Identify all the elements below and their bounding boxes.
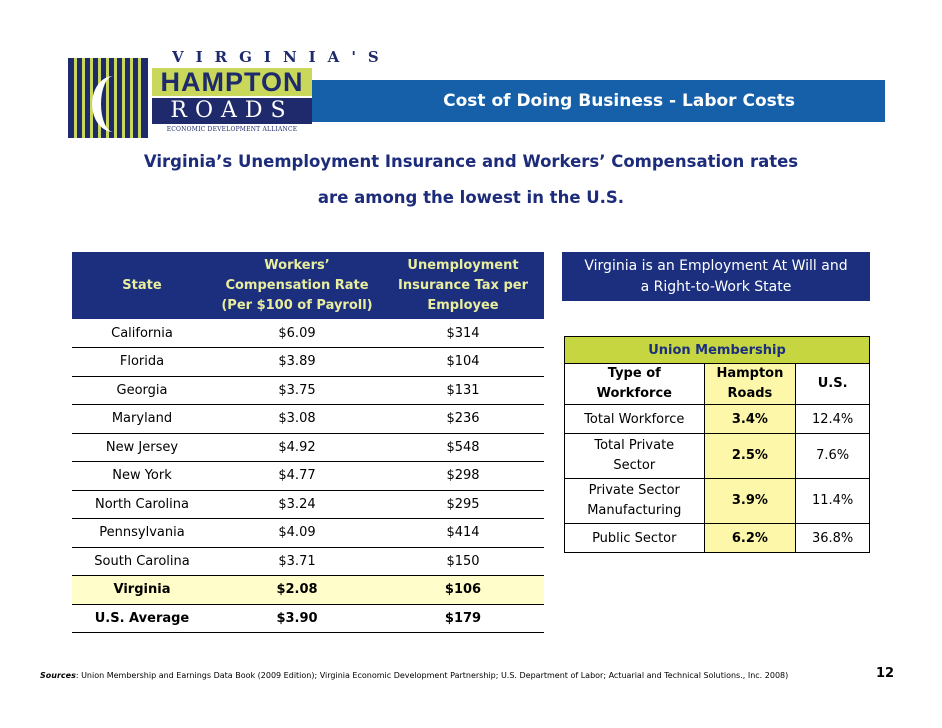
header-type-of-workforce: Type of Workforce bbox=[565, 364, 705, 405]
union-table-header bbox=[565, 364, 870, 405]
state-rates-table bbox=[72, 252, 544, 633]
header-us: U.S. bbox=[796, 364, 870, 405]
page-number: 12 bbox=[876, 666, 895, 681]
table-row: North Carolina $3.24 $295 bbox=[72, 490, 544, 519]
header-unemployment-tax: Unemployment Insurance Tax per Employee bbox=[382, 252, 544, 319]
table-row: New Jersey $4.92 $548 bbox=[72, 433, 544, 462]
table-row: Maryland $3.08 $236 bbox=[72, 405, 544, 434]
table-row: New York $4.77 $298 bbox=[72, 462, 544, 491]
sources-footnote bbox=[40, 671, 788, 680]
union-membership-table bbox=[564, 336, 870, 553]
header-state: State bbox=[72, 252, 212, 319]
slide-title: Cost of Doing Business - Labor Costs bbox=[443, 91, 795, 111]
table-row: Total Private Sector 2.5% 7.6% bbox=[565, 434, 870, 479]
header-workers-comp: Workers’ Compensation Rate (Per $100 of Payroll) bbox=[212, 252, 382, 319]
table-row: Florida $3.89 $104 bbox=[72, 348, 544, 377]
sources-label: Sources bbox=[40, 671, 76, 680]
table-row: Pennsylvania $4.09 $414 bbox=[72, 519, 544, 548]
headline-line-2: are among the lowest in the U.S. bbox=[317, 188, 625, 207]
table-row: Public Sector 6.2% 36.8% bbox=[565, 524, 870, 553]
hampton-roads-logo bbox=[68, 46, 391, 140]
slide-title-bar bbox=[312, 80, 885, 122]
header-hampton-roads: Hampton Roads bbox=[704, 364, 796, 405]
union-table-title: Union Membership bbox=[565, 337, 870, 364]
sources-text: : Union Membership and Earnings Data Book (2009 Edition); Virginia Economic Development Partnership; U.S. Department of Labor; Actuarial and Technical Solutions., Inc. 2008) bbox=[75, 671, 789, 680]
headline-line-1: Virginia’s Unemployment Insurance and Workers’ Compensation rates bbox=[143, 152, 799, 171]
table-row: California $6.09 $314 bbox=[72, 319, 544, 348]
table-row-virginia: Virginia $2.08 $106 bbox=[72, 576, 544, 605]
logo-stripes-icon bbox=[68, 58, 148, 138]
logo-tagline: ECONOMIC DEVELOPMENT ALLIANCE bbox=[166, 126, 298, 133]
table-row: Georgia $3.75 $131 bbox=[72, 376, 544, 405]
table-row: Private Sector Manufacturing 3.9% 11.4% bbox=[565, 479, 870, 524]
state-table-header bbox=[72, 252, 544, 319]
logo-virginias: VIRGINIA'S bbox=[172, 48, 391, 66]
table-row: Total Workforce 3.4% 12.4% bbox=[565, 405, 870, 434]
logo-hampton: HAMPTON bbox=[152, 68, 312, 96]
employment-at-will-callout: Virginia is an Employment At Will and a Right-to-Work State bbox=[562, 252, 870, 301]
table-row-us-average: U.S. Average $3.90 $179 bbox=[72, 604, 544, 633]
logo-roads: ROADS bbox=[152, 98, 312, 124]
table-row: South Carolina $3.71 $150 bbox=[72, 547, 544, 576]
union-table-title-row bbox=[565, 337, 870, 364]
